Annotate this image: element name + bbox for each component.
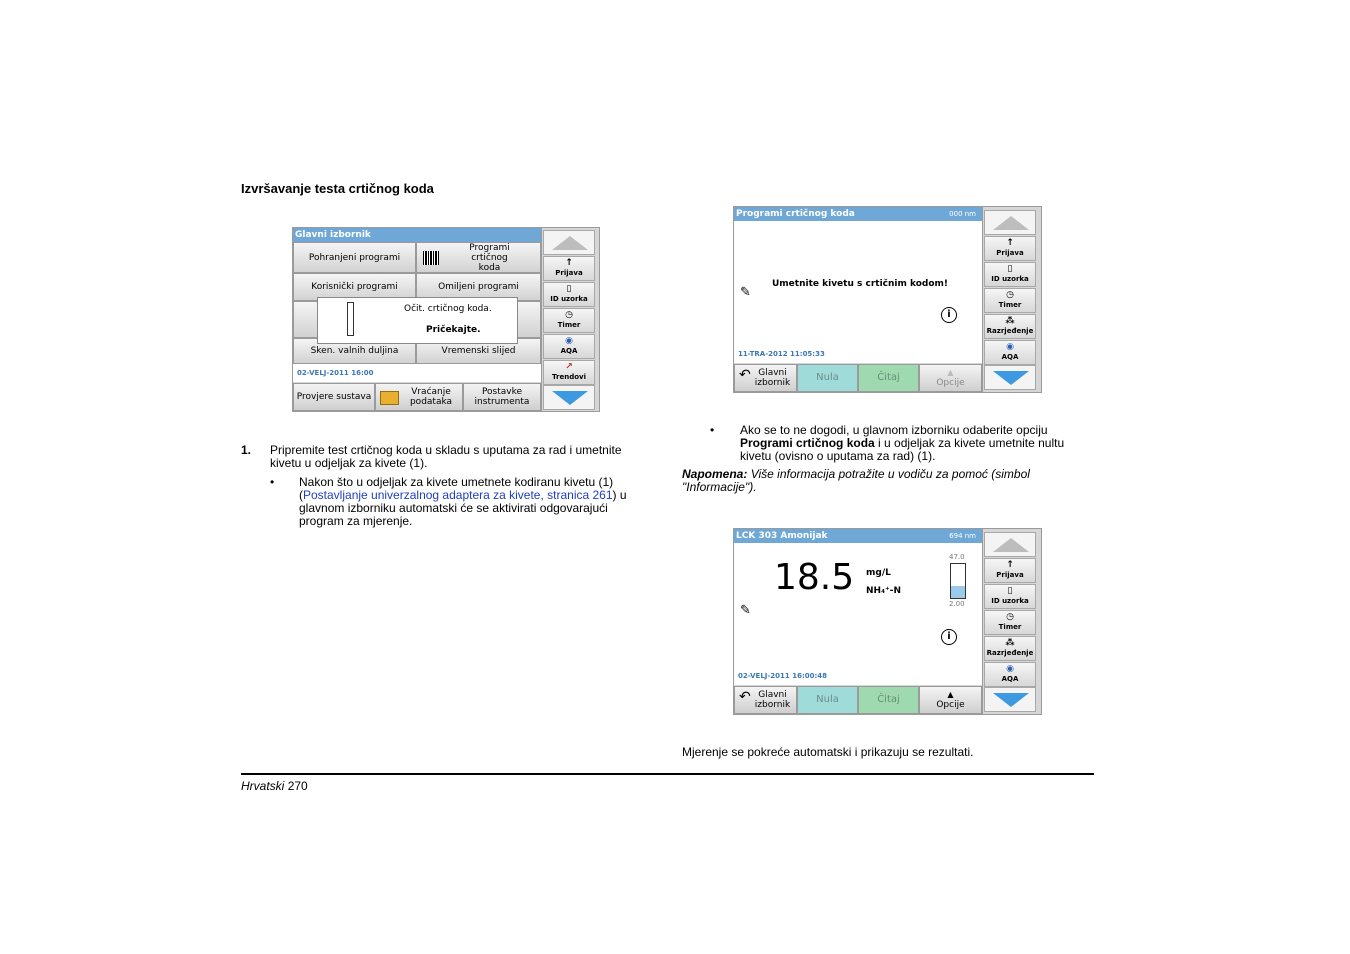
button-label: Prijava [555,269,583,277]
arrow-down-icon [552,391,588,405]
caret-up-icon: ▲ [947,690,954,699]
folder-icon [380,391,399,405]
sample-id-button[interactable] [543,282,595,307]
read-button[interactable]: Čitaj [858,686,919,714]
step-text: Pripremite test crtičnog koda u skladu s uputama za rad i umetnite kivetu u odjeljak za kivete (1). [270,443,622,470]
section-heading: Izvršavanje testa crtičnog koda [241,181,434,196]
button-label: Razrjeđenje [986,327,1034,335]
aqa-icon: ◉ [1006,664,1014,674]
screen-title [734,207,982,221]
instruction-message: Umetnite kivetu s crtičnim kodom! [772,279,949,289]
recall-data-button[interactable] [375,383,463,411]
date-time: 02-VELJ-2011 16:00 [297,369,374,377]
barcode-programs-screenshot [733,206,1042,393]
arrow-up-icon [552,236,588,250]
menu-stored-programs[interactable]: Pohranjeni programi [293,242,416,273]
scale-max-label: 47.0 [949,553,965,561]
person-icon: ↑ [565,258,573,268]
button-label: Trendovi [552,373,586,381]
timer-icon: ◷ [1006,290,1014,300]
trends-button[interactable] [543,360,595,385]
button-label: Razrjeđenje [986,649,1034,657]
read-button[interactable]: Čitaj [858,364,919,392]
page-number: 270 [287,779,308,793]
scroll-up-button[interactable] [984,532,1036,557]
person-icon: ↑ [1006,560,1014,570]
button-label: Timer [998,623,1022,631]
result-screenshot [733,528,1042,715]
note-text: Više informacija potražite u vodiču za pomoć (simbol "Informacije"). [682,467,1030,494]
date-time: 02-VELJ-2011 16:00:48 [738,672,828,680]
note [682,468,1072,494]
instrument-setup-button[interactable]: Postavke instrumenta [463,383,541,411]
bullet-text-end: i u odjeljak za kivete umetnite nultu kivetu (ovisno o uputama za rad) (1). [740,436,1065,463]
dilution-button[interactable] [984,314,1036,339]
screen-body [734,543,982,685]
button-label: Opcije [936,378,965,388]
arrow-up-icon [993,538,1029,552]
bullet-text: Ako se to ne dogodi, u glavnom izborniku odaberite opciju [740,423,1048,437]
side-toolbar [982,529,1038,714]
button-label: Glavni izbornik [754,690,791,710]
button-label: ID uzorka [991,275,1029,283]
scroll-up-button[interactable] [984,210,1036,235]
level-bar-fill [951,586,965,598]
scroll-up-button[interactable] [543,230,595,255]
timer-icon: ◷ [1006,612,1014,622]
back-icon: ↶ [739,689,751,705]
options-button[interactable] [919,364,982,392]
note-label: Napomena: [682,467,748,481]
result-value: 18.5 [774,557,855,598]
button-label: Opcije [936,700,965,710]
vial-icon: ▯ [1007,586,1013,596]
arrow-down-icon [993,693,1029,707]
login-button[interactable] [984,236,1036,261]
wavelength-label: 694 nm [949,532,976,540]
menu-favorite-programs[interactable]: Omiljeni programi [416,273,541,301]
sample-id-button[interactable] [984,584,1036,609]
button-label: Timer [998,301,1022,309]
right-bullet [740,424,1095,463]
cross-reference-link[interactable]: Postavljanje univerzalnog adaptera za kivete, stranica 261 [303,488,613,502]
scale-min-label: 2.00 [949,600,965,608]
arrow-up-icon [993,216,1029,230]
button-label: Prijava [996,571,1024,579]
barcode-icon [423,251,439,265]
reading-barcode-popup [317,297,518,344]
bullet-icon: • [270,475,275,489]
options-button[interactable] [919,686,982,714]
scroll-down-button[interactable] [984,365,1036,390]
caret-up-icon: ▲ [947,368,954,377]
screen-body [734,221,982,363]
closing-text: Mjerenje se pokreće automatski i prikazuju se rezultati. [682,745,974,759]
timer-button[interactable] [543,308,595,333]
menu-time-course[interactable]: Vremenski slijed [416,338,541,364]
edit-icon: ✎ [740,603,751,618]
scroll-down-button[interactable] [543,385,595,410]
button-label: ID uzorka [991,597,1029,605]
main-menu-button[interactable] [734,686,797,714]
popup-line-1: Očit. crtičnog koda. [404,304,492,314]
popup-line-2: Pričekajte. [426,325,481,335]
timer-button[interactable] [984,610,1036,635]
screen-title: Glavni izbornik [293,228,541,242]
button-label: AQA [560,347,578,355]
main-menu-button[interactable] [734,364,797,392]
menu-wavelength-scan[interactable]: Sken. valnih duljina [293,338,416,364]
zero-button[interactable]: Nula [797,364,858,392]
dilution-icon: ⁂ [1005,638,1015,648]
menu-barcode-programs[interactable] [416,242,541,273]
aqa-button[interactable] [984,340,1036,365]
side-toolbar [982,207,1038,392]
bullet-icon: • [710,423,715,437]
system-checks-button[interactable]: Provjere sustava [293,383,375,411]
wavelength-label: 000 nm [949,210,976,218]
screen-title [734,529,982,543]
button-label: Timer [557,321,581,329]
scroll-down-button[interactable] [984,687,1036,712]
title-label: Programi crtičnog koda [736,209,855,219]
vial-icon: ▯ [1007,264,1013,274]
button-label: Prijava [996,249,1024,257]
trend-chart-icon: ↗ [565,362,573,372]
title-label: LCK 303 Amonijak [736,531,828,541]
result-unit: mg/L [866,568,891,578]
button-label: Glavni izbornik [754,368,791,388]
sample-id-button[interactable] [984,262,1036,287]
button-label: AQA [1001,675,1019,683]
arrow-down-icon [993,371,1029,385]
step-bullet [299,476,654,528]
level-bar [950,563,966,599]
info-icon[interactable]: i [941,307,957,323]
aqa-button[interactable] [984,662,1036,687]
main-menu-screenshot [292,227,600,412]
menu-label: Programi crtičnog koda [469,242,510,273]
info-icon[interactable]: i [941,629,957,645]
menu-user-programs[interactable]: Korisnički programi [293,273,416,301]
date-time: 11-TRA-2012 11:05:33 [738,350,825,358]
aqa-icon: ◉ [565,336,573,346]
timer-button[interactable] [984,288,1036,313]
edit-icon: ✎ [740,285,751,300]
bullet-text: Nakon što u odjeljak za kivete umetnete kodiranu kivetu (1) ( [299,475,614,502]
chemical-form: NH₄⁺-N [866,586,902,596]
login-button[interactable] [543,256,595,281]
zero-button[interactable]: Nula [797,686,858,714]
dilution-icon: ⁂ [1005,316,1015,326]
back-icon: ↶ [739,367,751,383]
step-number: 1. [241,443,252,457]
footer-language: Hrvatski [241,779,285,793]
footer-rule [241,773,1094,775]
aqa-icon: ◉ [1006,342,1014,352]
dilution-button[interactable] [984,636,1036,661]
status-area [293,364,541,382]
page-footer [241,779,308,793]
cuvette-icon [347,302,354,336]
aqa-button[interactable] [543,334,595,359]
person-icon: ↑ [1006,238,1014,248]
side-toolbar [541,228,597,411]
vial-icon: ▯ [566,284,572,294]
login-button[interactable] [984,558,1036,583]
button-label: AQA [1001,353,1019,361]
button-label: Vraćanje podataka [409,387,453,407]
bullet-text-end: ) u glavnom izborniku automatski će se aktivirati odgovarajući program za mjerenje. [299,488,627,528]
timer-icon: ◷ [565,310,573,320]
bullet-bold-text: Programi crtičnog koda [740,436,875,450]
button-label: ID uzorka [550,295,588,303]
